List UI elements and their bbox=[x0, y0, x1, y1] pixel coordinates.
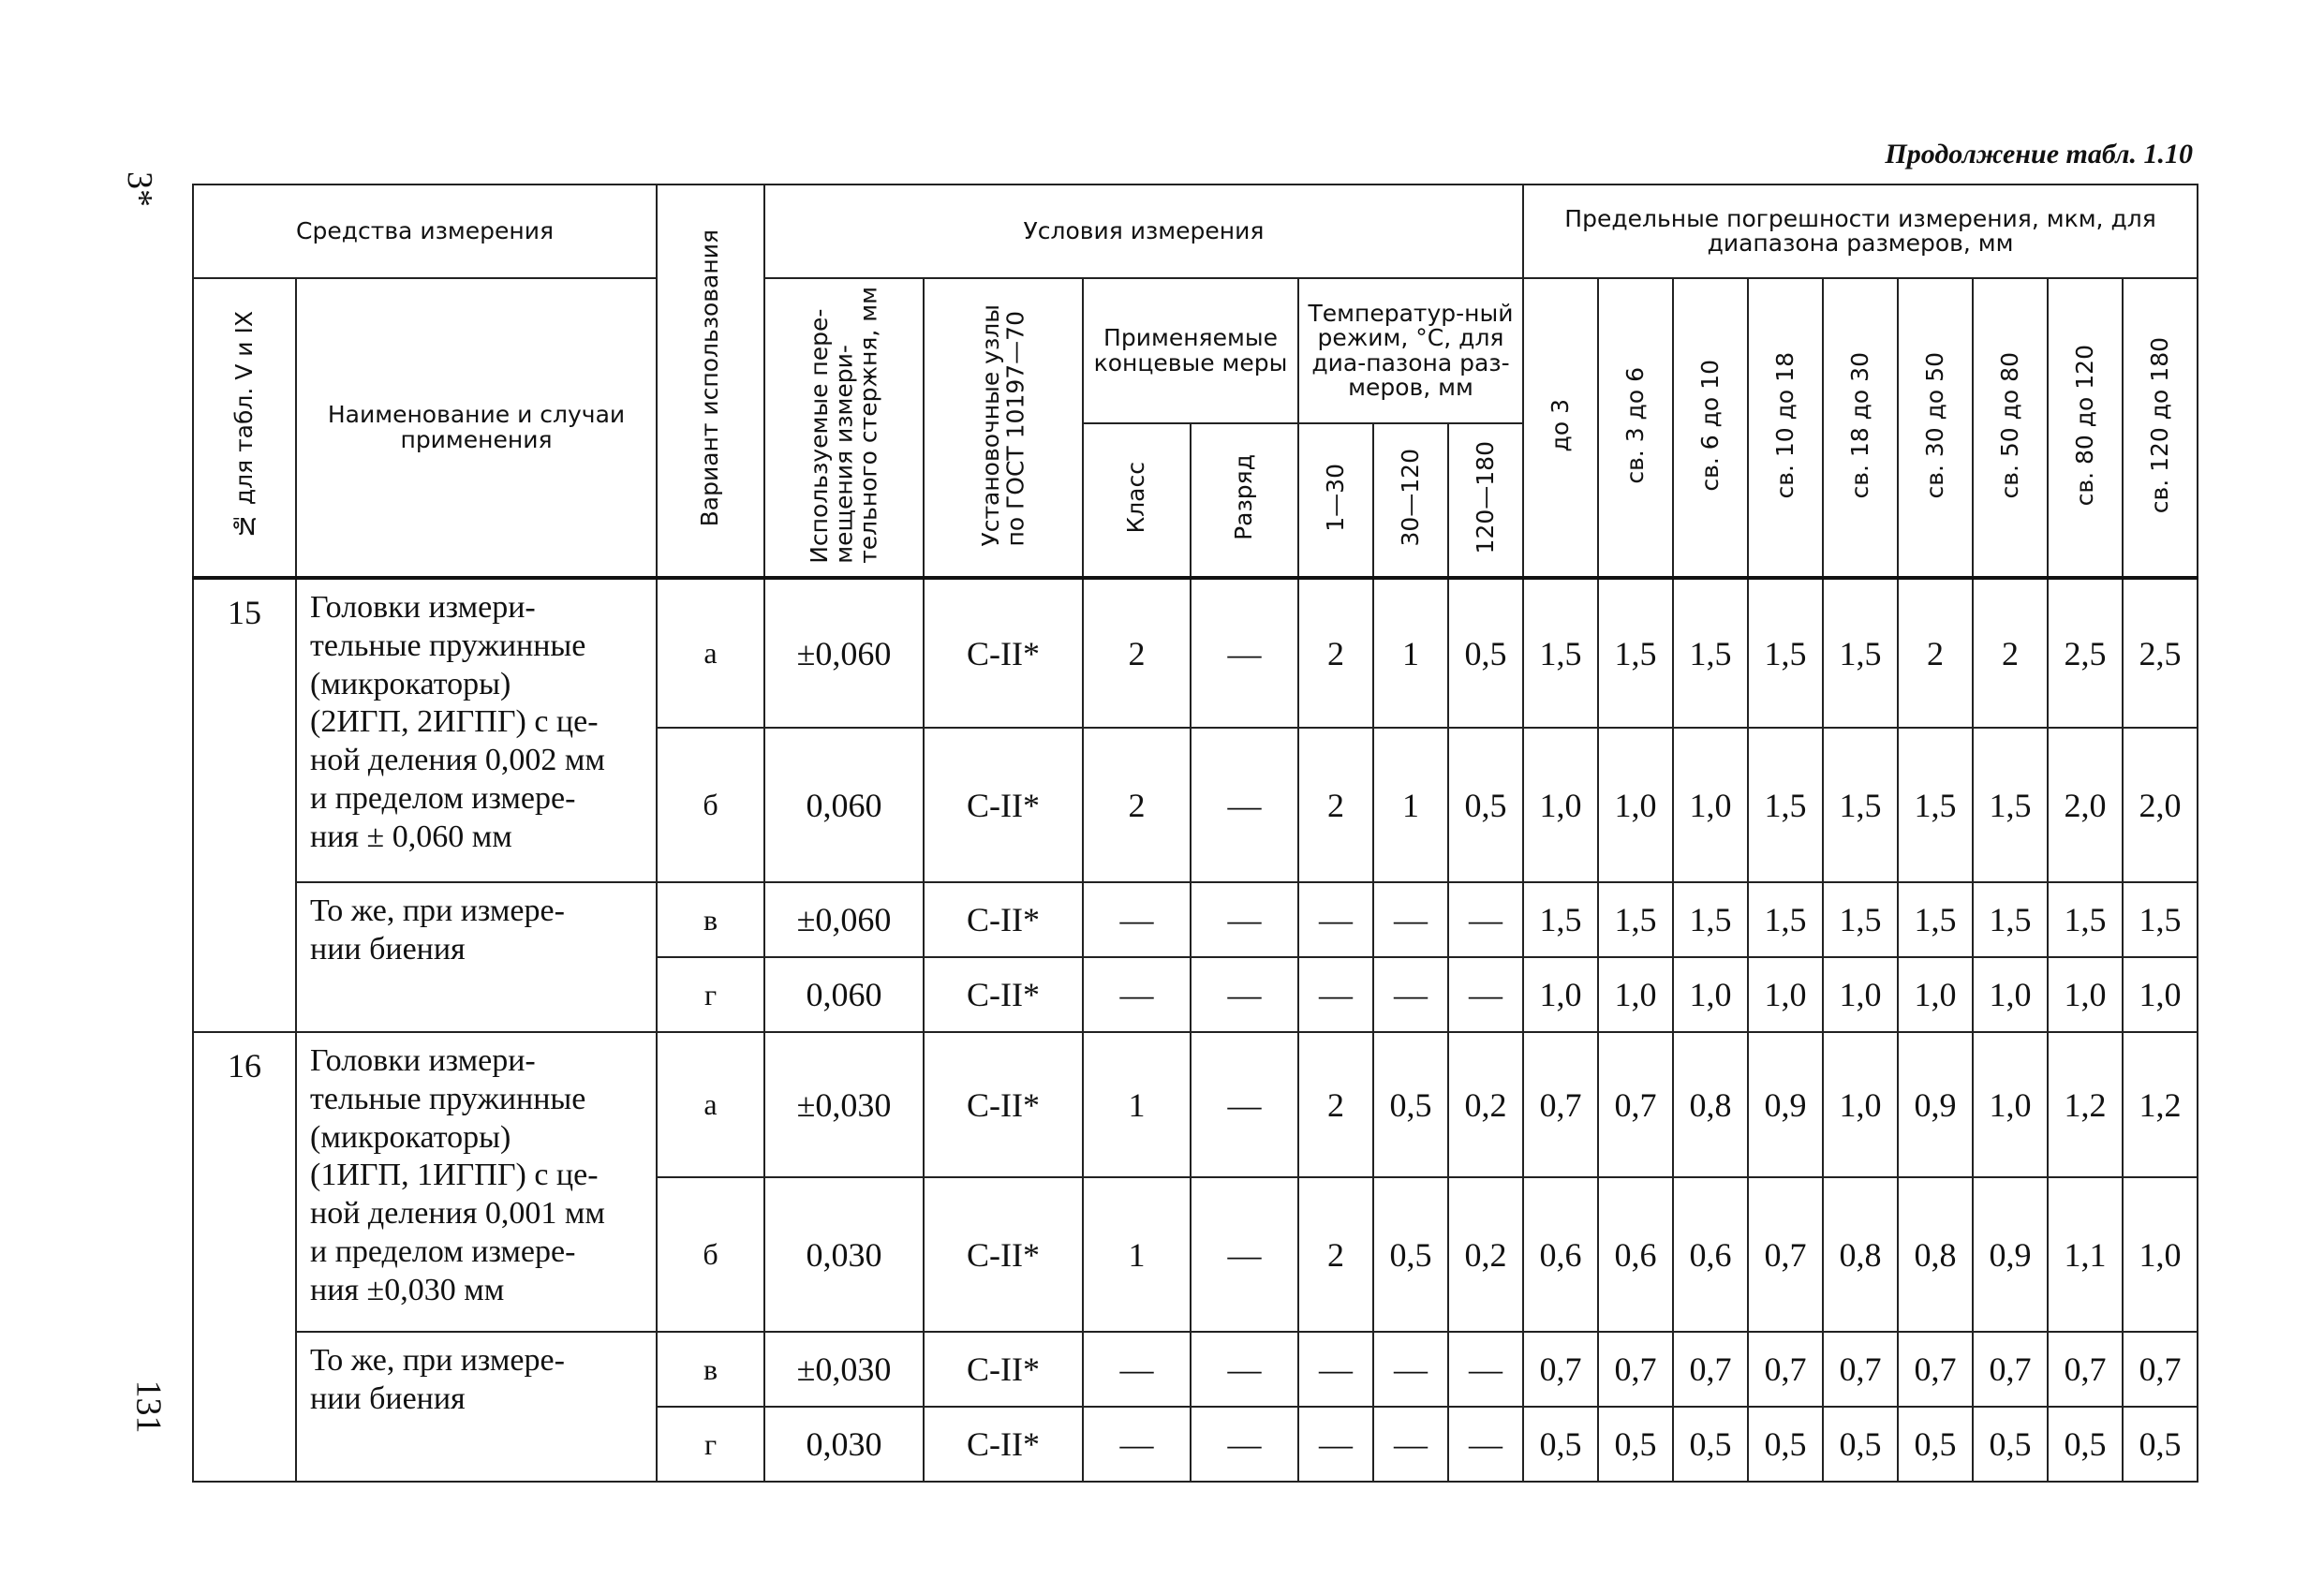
temp-cell: — bbox=[1448, 882, 1523, 957]
error-cell: 1,0 bbox=[1673, 957, 1748, 1032]
class-cell: — bbox=[1083, 1332, 1191, 1407]
header-size-4: св. 18 до 30 bbox=[1823, 278, 1898, 578]
class-cell: 2 bbox=[1083, 728, 1191, 882]
error-cell: 1,0 bbox=[1598, 957, 1673, 1032]
temp-cell: 2 bbox=[1298, 728, 1373, 882]
temp-cell: 2 bbox=[1298, 1032, 1373, 1177]
temp-cell: 0,5 bbox=[1373, 1177, 1448, 1332]
table-row bbox=[193, 1032, 2198, 1177]
header-temp-0: 1—30 bbox=[1298, 423, 1373, 578]
header-stem: Используемые пере- мещения измери- тельного стержня, мм bbox=[764, 278, 924, 578]
device-name: Головки измери- тельные пружинные (микрокаторы) (1ИГП, 1ИГПГ) с це- ной деления 0,001 мм и пределом измере- ния ±0,030 мм bbox=[296, 1032, 657, 1332]
header-temp-2: 120—180 bbox=[1448, 423, 1523, 578]
error-cell: 0,7 bbox=[1673, 1332, 1748, 1407]
mount-cell: С-II* bbox=[924, 882, 1083, 957]
error-cell: 1,5 bbox=[2048, 882, 2123, 957]
mount-cell: С-II* bbox=[924, 1407, 1083, 1482]
error-cell: 1,0 bbox=[1598, 728, 1673, 882]
header-size-5: св. 30 до 50 bbox=[1898, 278, 1973, 578]
temp-cell: 0,2 bbox=[1448, 1177, 1523, 1332]
temp-cell: — bbox=[1298, 1407, 1373, 1482]
error-cell: 1,5 bbox=[1748, 578, 1823, 728]
class-cell: 1 bbox=[1083, 1032, 1191, 1177]
error-cell: 0,5 bbox=[1673, 1407, 1748, 1482]
error-cell: 0,9 bbox=[1973, 1177, 2048, 1332]
error-cell: 0,6 bbox=[1523, 1177, 1598, 1332]
error-cell: 1,5 bbox=[1523, 882, 1598, 957]
header-size-7: св. 80 до 120 bbox=[2048, 278, 2123, 578]
error-cell: 0,7 bbox=[1973, 1332, 2048, 1407]
error-cell: 0,8 bbox=[1673, 1032, 1748, 1177]
error-cell: 1,5 bbox=[1973, 728, 2048, 882]
error-cell: 0,5 bbox=[1748, 1407, 1823, 1482]
header-class: Класс bbox=[1083, 423, 1191, 578]
continuation-title: Продолжение табл. 1.10 bbox=[1885, 139, 2193, 170]
header-size-2: св. 6 до 10 bbox=[1673, 278, 1748, 578]
error-cell: 1,2 bbox=[2048, 1032, 2123, 1177]
error-cell: 1,0 bbox=[1823, 957, 1898, 1032]
error-cell: 1,5 bbox=[1823, 728, 1898, 882]
table-row bbox=[193, 1332, 2198, 1407]
error-cell: 1,5 bbox=[1673, 882, 1748, 957]
error-cell: 1,5 bbox=[1748, 882, 1823, 957]
error-cell: 0,5 bbox=[1898, 1407, 1973, 1482]
error-cell: 0,7 bbox=[1523, 1032, 1598, 1177]
temp-cell: — bbox=[1298, 882, 1373, 957]
error-cell: 1,0 bbox=[1823, 1032, 1898, 1177]
header-size-3: св. 10 до 18 bbox=[1748, 278, 1823, 578]
error-cell: 1,5 bbox=[1598, 882, 1673, 957]
error-cell: 1,0 bbox=[1673, 728, 1748, 882]
variant-cell: б bbox=[657, 1177, 764, 1332]
error-cell: 1,5 bbox=[1823, 882, 1898, 957]
table-body bbox=[193, 578, 2198, 1482]
error-cell: 1,5 bbox=[1523, 578, 1598, 728]
header-size-6: св. 50 до 80 bbox=[1973, 278, 2048, 578]
header-blocks: Применяемые концевые меры bbox=[1083, 278, 1298, 423]
temp-cell: 1 bbox=[1373, 728, 1448, 882]
rank-cell: — bbox=[1191, 1332, 1298, 1407]
variant-cell: в bbox=[657, 882, 764, 957]
variant-cell: а bbox=[657, 578, 764, 728]
table-row bbox=[193, 578, 2198, 728]
error-cell: 0,8 bbox=[1823, 1177, 1898, 1332]
error-cell: 1,0 bbox=[2123, 1177, 2198, 1332]
error-cell: 0,8 bbox=[1898, 1177, 1973, 1332]
header-rank: Разряд bbox=[1191, 423, 1298, 578]
error-cell: 0,7 bbox=[1748, 1332, 1823, 1407]
error-cell: 0,7 bbox=[1748, 1177, 1823, 1332]
class-cell: — bbox=[1083, 957, 1191, 1032]
error-cell: 0,5 bbox=[1823, 1407, 1898, 1482]
error-cell: 0,5 bbox=[2123, 1407, 2198, 1482]
error-cell: 0,7 bbox=[1598, 1032, 1673, 1177]
stem-cell: ±0,030 bbox=[764, 1032, 924, 1177]
error-cell: 1,0 bbox=[1523, 728, 1598, 882]
header-errors: Предельные погрешности измерения, мкм, для диапазона размеров, мм bbox=[1523, 184, 2198, 278]
stem-cell: ±0,030 bbox=[764, 1332, 924, 1407]
temp-cell: 0,2 bbox=[1448, 1032, 1523, 1177]
header-no: № для табл. V и IX bbox=[193, 278, 296, 578]
header-temp: Температур-ный режим, °С, для диа-пазона раз-меров, мм bbox=[1298, 278, 1523, 423]
variant-cell: в bbox=[657, 1332, 764, 1407]
temp-cell: — bbox=[1298, 1332, 1373, 1407]
variant-cell: а bbox=[657, 1032, 764, 1177]
temp-cell: — bbox=[1373, 957, 1448, 1032]
header-mount: Установочные узлы по ГОСТ 10197—70 bbox=[924, 278, 1083, 578]
measurement-table bbox=[192, 184, 2198, 1483]
temp-cell: 1 bbox=[1373, 578, 1448, 728]
error-cell: 0,5 bbox=[1598, 1407, 1673, 1482]
error-cell: 1,1 bbox=[2048, 1177, 2123, 1332]
header-size-8: св. 120 до 180 bbox=[2123, 278, 2198, 578]
mount-cell: С-II* bbox=[924, 578, 1083, 728]
error-cell: 0,5 bbox=[1973, 1407, 2048, 1482]
error-cell: 0,7 bbox=[1523, 1332, 1598, 1407]
error-cell: 1,5 bbox=[1898, 882, 1973, 957]
error-cell: 1,5 bbox=[1673, 578, 1748, 728]
error-cell: 1,5 bbox=[1973, 882, 2048, 957]
stem-cell: 0,030 bbox=[764, 1407, 924, 1482]
error-cell: 0,7 bbox=[1898, 1332, 1973, 1407]
row-number: 15 bbox=[193, 578, 296, 1032]
error-cell: 1,5 bbox=[2123, 882, 2198, 957]
error-cell: 1,0 bbox=[2123, 957, 2198, 1032]
error-cell: 0,7 bbox=[2048, 1332, 2123, 1407]
error-cell: 1,0 bbox=[2048, 957, 2123, 1032]
error-cell: 1,5 bbox=[1898, 728, 1973, 882]
mount-cell: С-II* bbox=[924, 1332, 1083, 1407]
device-name-alt: То же, при измере- нии биения bbox=[296, 882, 657, 1032]
error-cell: 1,0 bbox=[1973, 957, 2048, 1032]
temp-cell: 0,5 bbox=[1373, 1032, 1448, 1177]
header-temp-1: 30—120 bbox=[1373, 423, 1448, 578]
temp-cell: — bbox=[1298, 957, 1373, 1032]
rank-cell: — bbox=[1191, 957, 1298, 1032]
header-size-1: св. 3 до 6 bbox=[1598, 278, 1673, 578]
error-cell: 0,6 bbox=[1673, 1177, 1748, 1332]
temp-cell: 0,5 bbox=[1448, 578, 1523, 728]
temp-cell: — bbox=[1373, 882, 1448, 957]
variant-cell: г bbox=[657, 957, 764, 1032]
table-row bbox=[193, 882, 2198, 957]
error-cell: 1,5 bbox=[1748, 728, 1823, 882]
error-cell: 2,0 bbox=[2123, 728, 2198, 882]
mount-cell: С-II* bbox=[924, 728, 1083, 882]
error-cell: 0,9 bbox=[1748, 1032, 1823, 1177]
error-cell: 0,7 bbox=[2123, 1332, 2198, 1407]
device-name-alt: То же, при измере- нии биения bbox=[296, 1332, 657, 1482]
error-cell: 1,5 bbox=[1823, 578, 1898, 728]
temp-cell: 2 bbox=[1298, 1177, 1373, 1332]
rank-cell: — bbox=[1191, 728, 1298, 882]
error-cell: 1,0 bbox=[1898, 957, 1973, 1032]
stem-cell: 0,060 bbox=[764, 957, 924, 1032]
error-cell: 1,2 bbox=[2123, 1032, 2198, 1177]
temp-cell: 2 bbox=[1298, 578, 1373, 728]
error-cell: 0,6 bbox=[1598, 1177, 1673, 1332]
temp-cell: — bbox=[1448, 957, 1523, 1032]
error-cell: 2,5 bbox=[2123, 578, 2198, 728]
temp-cell: — bbox=[1373, 1407, 1448, 1482]
temp-cell: 0,5 bbox=[1448, 728, 1523, 882]
error-cell: 2 bbox=[1973, 578, 2048, 728]
error-cell: 1,5 bbox=[1598, 578, 1673, 728]
error-cell: 2 bbox=[1898, 578, 1973, 728]
temp-cell: — bbox=[1448, 1407, 1523, 1482]
error-cell: 1,0 bbox=[1748, 957, 1823, 1032]
error-cell: 2,5 bbox=[2048, 578, 2123, 728]
temp-cell: — bbox=[1448, 1332, 1523, 1407]
header-tools: Средства измерения bbox=[193, 184, 657, 278]
temp-cell: — bbox=[1373, 1332, 1448, 1407]
rank-cell: — bbox=[1191, 882, 1298, 957]
error-cell: 0,9 bbox=[1898, 1032, 1973, 1177]
error-cell: 1,0 bbox=[1973, 1032, 2048, 1177]
mount-cell: С-II* bbox=[924, 957, 1083, 1032]
stem-cell: ±0,060 bbox=[764, 578, 924, 728]
variant-cell: г bbox=[657, 1407, 764, 1482]
row-number: 16 bbox=[193, 1032, 296, 1482]
rank-cell: — bbox=[1191, 1177, 1298, 1332]
header-conditions: Условия измерения bbox=[764, 184, 1523, 278]
header-size-0: до 3 bbox=[1523, 278, 1598, 578]
stem-cell: 0,030 bbox=[764, 1177, 924, 1332]
device-name: Головки измери- тельные пружинные (микрокаторы) (2ИГП, 2ИГПГ) с це- ной деления 0,002 мм и пределом измере- ния ± 0,060 мм bbox=[296, 578, 657, 882]
class-cell: — bbox=[1083, 1407, 1191, 1482]
rank-cell: — bbox=[1191, 578, 1298, 728]
page-number: 131 bbox=[128, 1380, 169, 1434]
mount-cell: С-II* bbox=[924, 1177, 1083, 1332]
header-name: Наименование и случаи применения bbox=[296, 278, 657, 578]
error-cell: 1,0 bbox=[1523, 957, 1598, 1032]
class-cell: 2 bbox=[1083, 578, 1191, 728]
variant-cell: б bbox=[657, 728, 764, 882]
rank-cell: — bbox=[1191, 1032, 1298, 1177]
error-cell: 0,5 bbox=[2048, 1407, 2123, 1482]
error-cell: 0,5 bbox=[1523, 1407, 1598, 1482]
error-cell: 0,7 bbox=[1598, 1332, 1673, 1407]
class-cell: 1 bbox=[1083, 1177, 1191, 1332]
rank-cell: — bbox=[1191, 1407, 1298, 1482]
class-cell: — bbox=[1083, 882, 1191, 957]
error-cell: 2,0 bbox=[2048, 728, 2123, 882]
mount-cell: С-II* bbox=[924, 1032, 1083, 1177]
page-mark-top: 3* bbox=[120, 171, 159, 207]
header-variant: Вариант использования bbox=[657, 184, 764, 578]
stem-cell: ±0,060 bbox=[764, 882, 924, 957]
error-cell: 0,7 bbox=[1823, 1332, 1898, 1407]
stem-cell: 0,060 bbox=[764, 728, 924, 882]
